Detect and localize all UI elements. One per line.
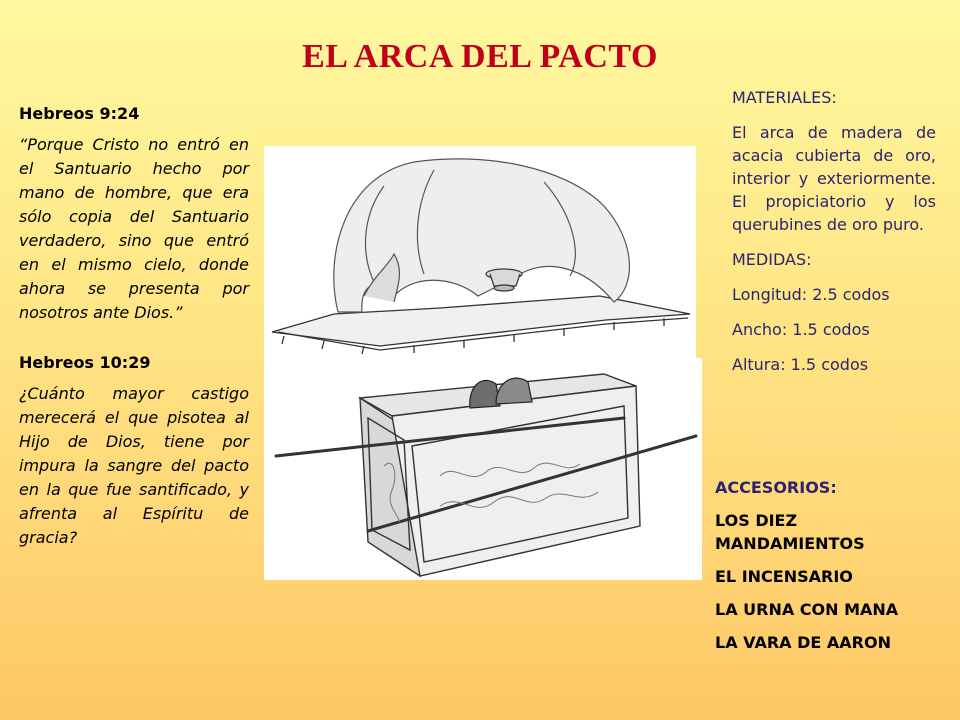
measures-heading: MEDIDAS: [732, 250, 812, 269]
materials-text: El arca de madera de acacia cubierta de oro, interior y exteriormente. El propiciatorio y los querubines de oro puro. [732, 123, 936, 234]
accessory-item: LA VARA DE AARON [715, 633, 891, 652]
measure-height: Altura: 1.5 codos [732, 355, 869, 374]
ark-illustration [264, 146, 702, 580]
scripture-reference-2: Hebreos 10:29 [19, 353, 151, 372]
materials-and-measures [732, 86, 936, 388]
scripture-quote-2: ¿Cuánto mayor castigo merecerá el que pisotea al Hijo de Dios, tiene por impura la sangre del pacto en la que fue santificado, y afrenta al Espíritu de gracia? [19, 384, 249, 547]
scripture-column [19, 104, 249, 550]
scripture-reference-1: Hebreos 9:24 [19, 104, 140, 123]
accessory-item: LOS DIEZ MANDAMIENTOS [715, 511, 865, 553]
materials-heading: MATERIALES: [732, 88, 837, 107]
accessories-list [715, 476, 945, 664]
accessory-item: EL INCENSARIO [715, 567, 853, 586]
page-title: EL ARCA DEL PACTO [302, 38, 658, 75]
ark-drawing [264, 146, 702, 580]
measure-length: Longitud: 2.5 codos [732, 285, 890, 304]
accessories-heading: ACCESORIOS: [715, 478, 837, 497]
scripture-quote-1: “Porque Cristo no entró en el Santuario hecho por mano de hombre, que era sólo copia del Santuario verdadero, sino que entró en el mismo cielo, donde ahora se presenta por nosotros ante Dios.” [19, 135, 249, 322]
measure-width: Ancho: 1.5 codos [732, 320, 870, 339]
accessory-item: LA URNA CON MANA [715, 600, 899, 619]
